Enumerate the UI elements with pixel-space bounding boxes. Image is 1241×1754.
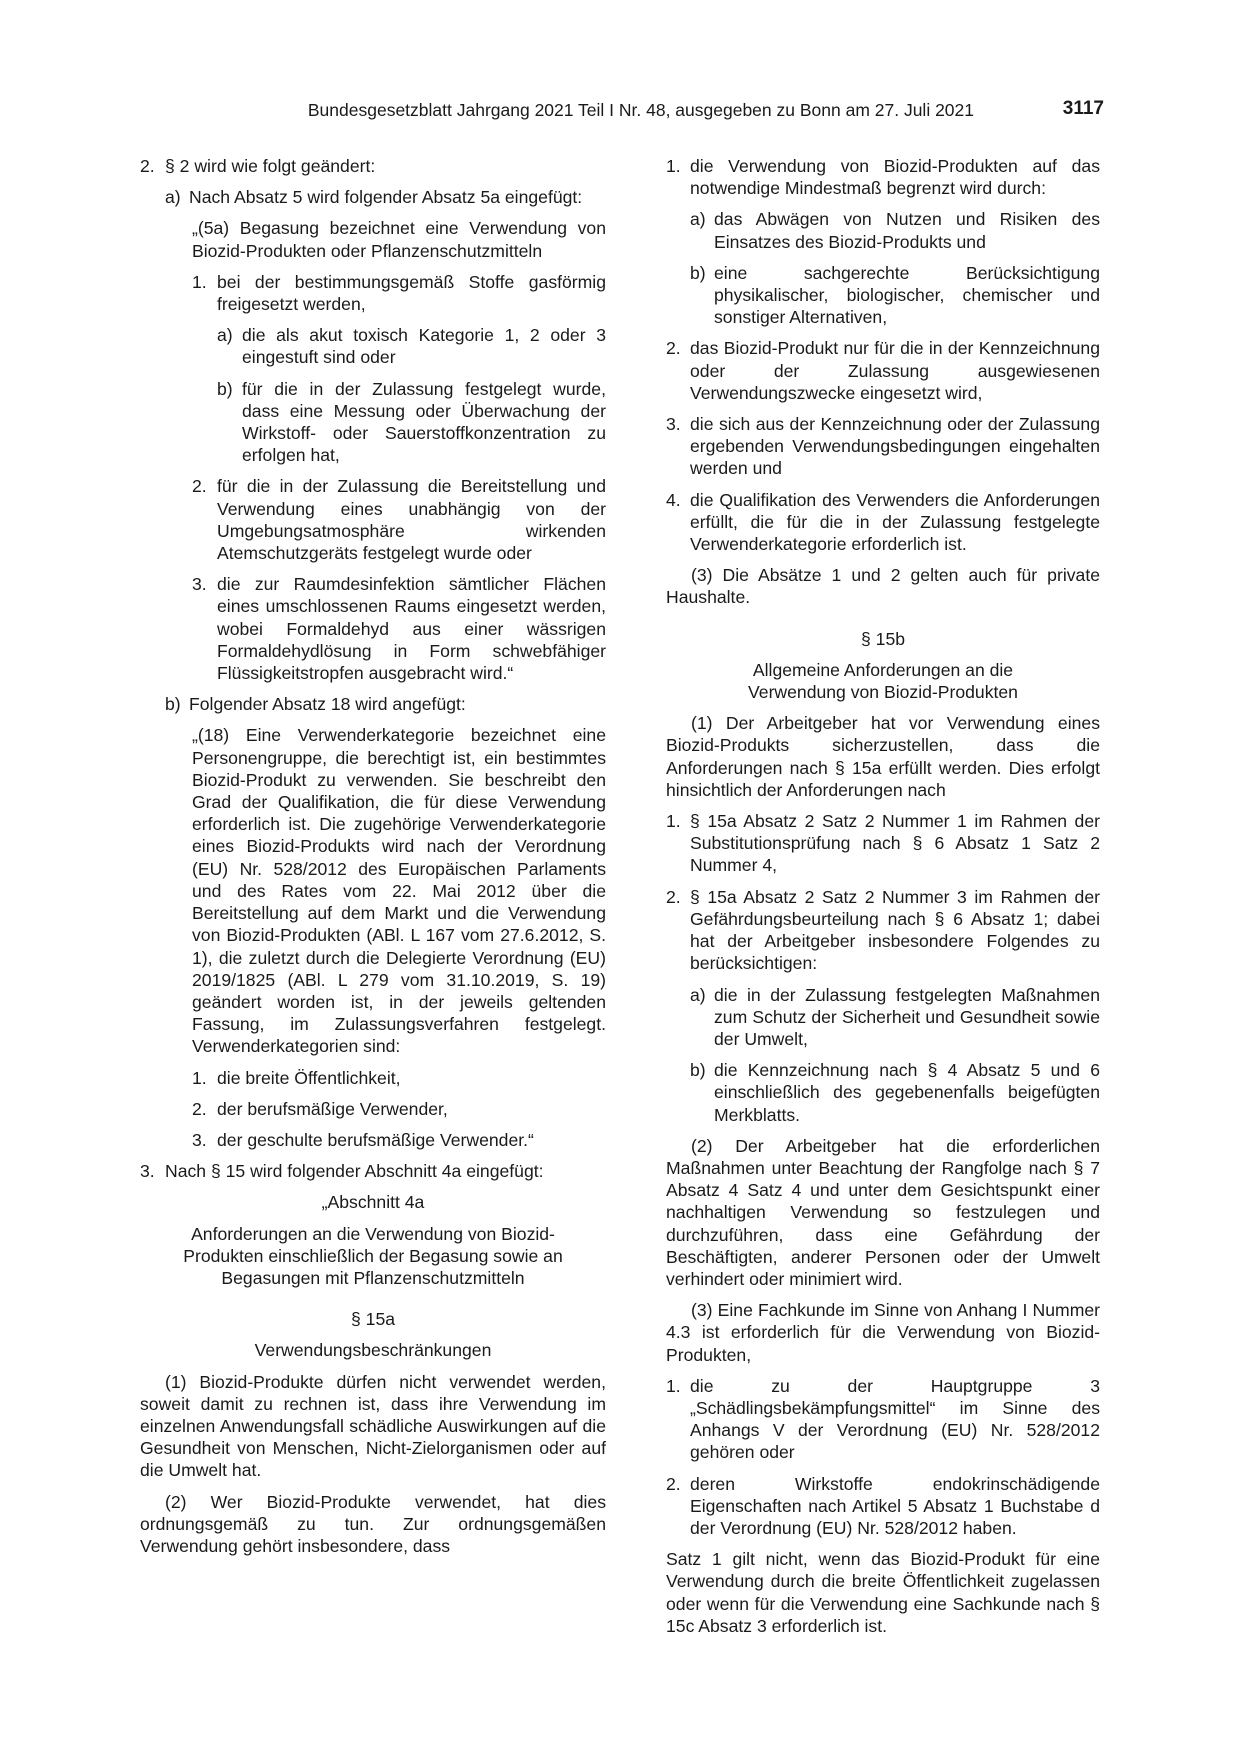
item-text: für die in der Zulassung die Bereitstellung und Verwendung eines unabhängig von der Umgebungsatmosphäre wirkenden Atemschutzgeräts festgelegt wurde oder: [217, 476, 606, 564]
paragraph-title: Allgemeine Anforderungen an die Verwendung von Biozid-Produkten: [748, 659, 1018, 703]
item-text: § 2 wird wie folgt geändert:: [165, 156, 376, 176]
item-number: b): [690, 1060, 706, 1081]
item-number: 3.: [192, 574, 207, 595]
list-item: [666, 1375, 1100, 1464]
item-text: der geschulte berufsmäßige Verwender.“: [217, 1129, 534, 1150]
item-number: 3.: [192, 1129, 207, 1150]
item-text: bei der bestimmungsgemäß Stoffe gasförmig freigesetzt werden,: [217, 271, 606, 315]
item-number: 2.: [192, 476, 207, 497]
list-item: [140, 1160, 606, 1182]
paragraph: (2) Wer Biozid-Produkte verwendet, hat dies ordnungsgemäß zu tun. Zur ordnungsgemäßen Verwendung gehört insbesondere, dass: [140, 1491, 606, 1556]
item-number: 2.: [192, 1098, 207, 1119]
item-number: a): [690, 984, 706, 1005]
paragraph: (3) Eine Fachkunde im Sinne von Anhang I Nummer 4.3 ist erforderlich für die Verwendung von Biozid-Produkten,: [666, 1300, 1100, 1365]
list-item: [690, 208, 1100, 252]
paragraph-number: § 15b: [860, 628, 906, 649]
item-text: die als akut toxisch Kategorie 1, 2 oder 3 eingestuft sind oder: [242, 325, 606, 368]
item-text: eine sachgerechte Berücksichtigung physikalischer, biologischer, chemischer und sonstiger Alternativen,: [714, 262, 1100, 328]
quoted-paragraph: „(18) Eine Verwenderkategorie bezeichnet eine Personengruppe, die berechtigt ist, ein bestimmtes Biozid-Produkt zu verwenden. Sie beschreibt den Grad der Qualifikation, die für diese Verwendung erforderlich ist. Die zugehörige Verwenderkategorie eines Biozid-Produkts wird nach der Verordnung (EU) Nr. 528/2012 des Europäischen Parlaments und des Rates vom 22. Mai 2012 über die Bereitstellung auf dem Markt und die Verwendung von Biozid-Produkten (ABl. L 167 vom 27.6.2012, S. 1), die zuletzt durch die Delegierte Verordnung (EU) 2019/1825 (ABl. L 279 vom 31.10.2019, S. 19) geändert worden ist, in der jeweils geltenden Fassung, im Zulassungsverfahren festgelegt. Verwenderkategorien sind:: [192, 725, 606, 1057]
item-text: § 15a Absatz 2 Satz 2 Nummer 3 im Rahmen der Gefährdungsbeurteilung nach § 6 Absatz 1; dabei hat der Arbeitgeber insbesondere Folgendes zu berücksichtigen:: [690, 886, 1100, 974]
item-number: 3.: [140, 1161, 155, 1182]
paragraph: Satz 1 gilt nicht, wenn das Biozid-Produkt für eine Verwendung durch die breite Öffentlichkeit zugelassen oder wenn für die Verwendung eine Sachkunde nach § 15c Absatz 3 erforderlich ist.: [666, 1549, 1100, 1636]
item-text: das Abwägen von Nutzen und Risiken des Einsatzes des Biozid-Produkts und: [714, 209, 1100, 252]
list-item: [192, 475, 606, 564]
item-number: 1.: [192, 271, 207, 292]
item-number: 3.: [666, 414, 681, 435]
paragraph: (2) Der Arbeitgeber hat die erforderlichen Maßnahmen unter Beachtung der Rangfolge nach § 7 Absatz 4 Satz 4 und unter dem Gesichtspunkt einer nachhaltigen Verwendung so festzulegen und durchzuführen, dass eine Gefährdung der Beschäftigten, anderer Personen oder der Umwelt verhindert oder minimiert wird.: [666, 1135, 1100, 1289]
list-item: [192, 271, 606, 315]
page-number: 3117: [1062, 98, 1104, 119]
right-column: [666, 155, 1100, 1646]
item-number: 4.: [666, 489, 681, 510]
item-number: b): [217, 378, 233, 399]
item-text: die Qualifikation des Verwenders die Anforderungen erfüllt, die für die in der Zulassung festgelegte Verwenderkategorie erforderlich ist.: [690, 489, 1100, 555]
left-column: [140, 155, 606, 1566]
item-number: a): [217, 325, 233, 346]
paragraph: (3) Die Absätze 1 und 2 gelten auch für private Haushalte.: [666, 565, 1100, 608]
paragraph-title: Verwendungsbeschränkungen: [254, 1340, 492, 1361]
list-item: [690, 1059, 1100, 1126]
item-text: die breite Öffentlichkeit,: [217, 1067, 401, 1088]
list-item: [192, 1098, 606, 1120]
section-title: Anforderungen an die Verwendung von Biozid-Produkten einschließlich der Begasung sowie an Begasungen mit Pflanzenschutzmitteln: [183, 1223, 563, 1288]
item-number: 1.: [666, 1375, 681, 1396]
item-text: die sich aus der Kennzeichnung oder der Zulassung ergebenden Verwendungsbedingungen eingehalten werden und: [690, 414, 1100, 479]
item-number: 2.: [666, 1473, 681, 1494]
list-item: [192, 1129, 606, 1151]
item-number: 1.: [666, 811, 681, 832]
paragraph: (1) Biozid-Produkte dürfen nicht verwendet werden, soweit damit zu rechnen ist, dass ihre Verwendung im einzelnen Anwendungsfall schädliche Auswirkungen auf die Gesundheit von Menschen, Nicht-Zielorganismen oder auf die Umwelt hat.: [140, 1371, 606, 1481]
item-text: Nach § 15 wird folgender Abschnitt 4a eingefügt:: [165, 1161, 544, 1182]
item-number: 2.: [666, 338, 681, 359]
quoted-paragraph: „(5a) Begasung bezeichnet eine Verwendung von Biozid-Produkten oder Pflanzenschutzmitteln: [192, 218, 606, 261]
item-number: 2.: [140, 156, 155, 176]
item-text: die in der Zulassung festgelegten Maßnahmen zum Schutz der Sicherheit und Gesundheit sowie der Umwelt,: [714, 984, 1100, 1049]
item-number: b): [165, 694, 181, 715]
item-number: b): [690, 262, 706, 283]
item-text: Folgender Absatz 18 wird angefügt:: [189, 694, 466, 715]
item-number: 2.: [666, 886, 681, 907]
list-item: [666, 413, 1100, 480]
paragraph: (1) Der Arbeitgeber hat vor Verwendung eines Biozid-Produkts sicherzustellen, dass die Anforderungen nach § 15a erfüllt werden. Dies erfolgt hinsichtlich der Anforderungen nach: [666, 713, 1100, 800]
item-number: 1.: [666, 156, 681, 176]
list-item: [666, 155, 1100, 199]
item-text: deren Wirkstoffe endokrinschädigende Eigenschaften nach Artikel 5 Absatz 1 Buchstabe d der Verordnung (EU) Nr. 528/2012 haben.: [690, 1473, 1100, 1538]
list-item: [666, 1473, 1100, 1540]
section-heading: „Abschnitt 4a: [321, 1192, 425, 1213]
list-item: [666, 886, 1100, 975]
item-text: Nach Absatz 5 wird folgender Absatz 5a eingefügt:: [189, 187, 583, 208]
list-item: [666, 337, 1100, 404]
item-number: a): [165, 187, 181, 208]
item-number: 1.: [192, 1067, 207, 1088]
list-item: [666, 489, 1100, 556]
item-number: a): [690, 209, 706, 230]
list-item: [666, 810, 1100, 877]
paragraph-number: § 15a: [350, 1309, 396, 1330]
item-text: der berufsmäßige Verwender,: [217, 1098, 448, 1119]
item-text: die zu der Hauptgruppe 3 „Schädlingsbekämpfungsmittel“ im Sinne des Anhangs V der Verordnung (EU) Nr. 528/2012 gehören oder: [690, 1375, 1100, 1463]
item-text: die zur Raumdesinfektion sämtlicher Flächen eines umschlossenen Raums eingesetzt werden, wobei Formaldehyd aus einer wässrigen Formaldehydlösung in Form schwebfähiger Flüssigkeitstropfen ausgebracht wird.“: [217, 574, 606, 684]
running-header: Bundesgesetzblatt Jahrgang 2021 Teil I Nr. 48, ausgegeben zu Bonn am 27. Juli 2021: [307, 100, 974, 120]
list-item: [690, 984, 1100, 1051]
page-header: [0, 100, 1241, 126]
list-item: [165, 186, 606, 208]
list-item: [690, 262, 1100, 329]
item-text: die Kennzeichnung nach § 4 Absatz 5 und 6 einschließlich des gegebenenfalls beigefügten Merkblatts.: [714, 1060, 1100, 1125]
list-item: [140, 155, 606, 177]
list-item: [192, 1067, 606, 1089]
list-item: [217, 324, 606, 368]
item-text: das Biozid-Produkt nur für die in der Kennzeichnung oder der Zulassung ausgewiesenen Verwendungszwecke eingesetzt wird,: [690, 338, 1100, 403]
list-item: [217, 378, 606, 467]
item-text: für die in der Zulassung festgelegt wurde, dass eine Messung oder Überwachung der Wirkstoff- oder Sauerstoffkonzentration zu erfolgen hat,: [242, 378, 606, 466]
item-text: die Verwendung von Biozid-Produkten auf das notwendige Mindestmaß begrenzt wird durch:: [690, 156, 1100, 199]
item-text: § 15a Absatz 2 Satz 2 Nummer 1 im Rahmen der Substitutionsprüfung nach § 6 Absatz 1 Satz 2 Nummer 4,: [690, 811, 1100, 876]
list-item: [192, 573, 606, 684]
list-item: [165, 693, 606, 715]
